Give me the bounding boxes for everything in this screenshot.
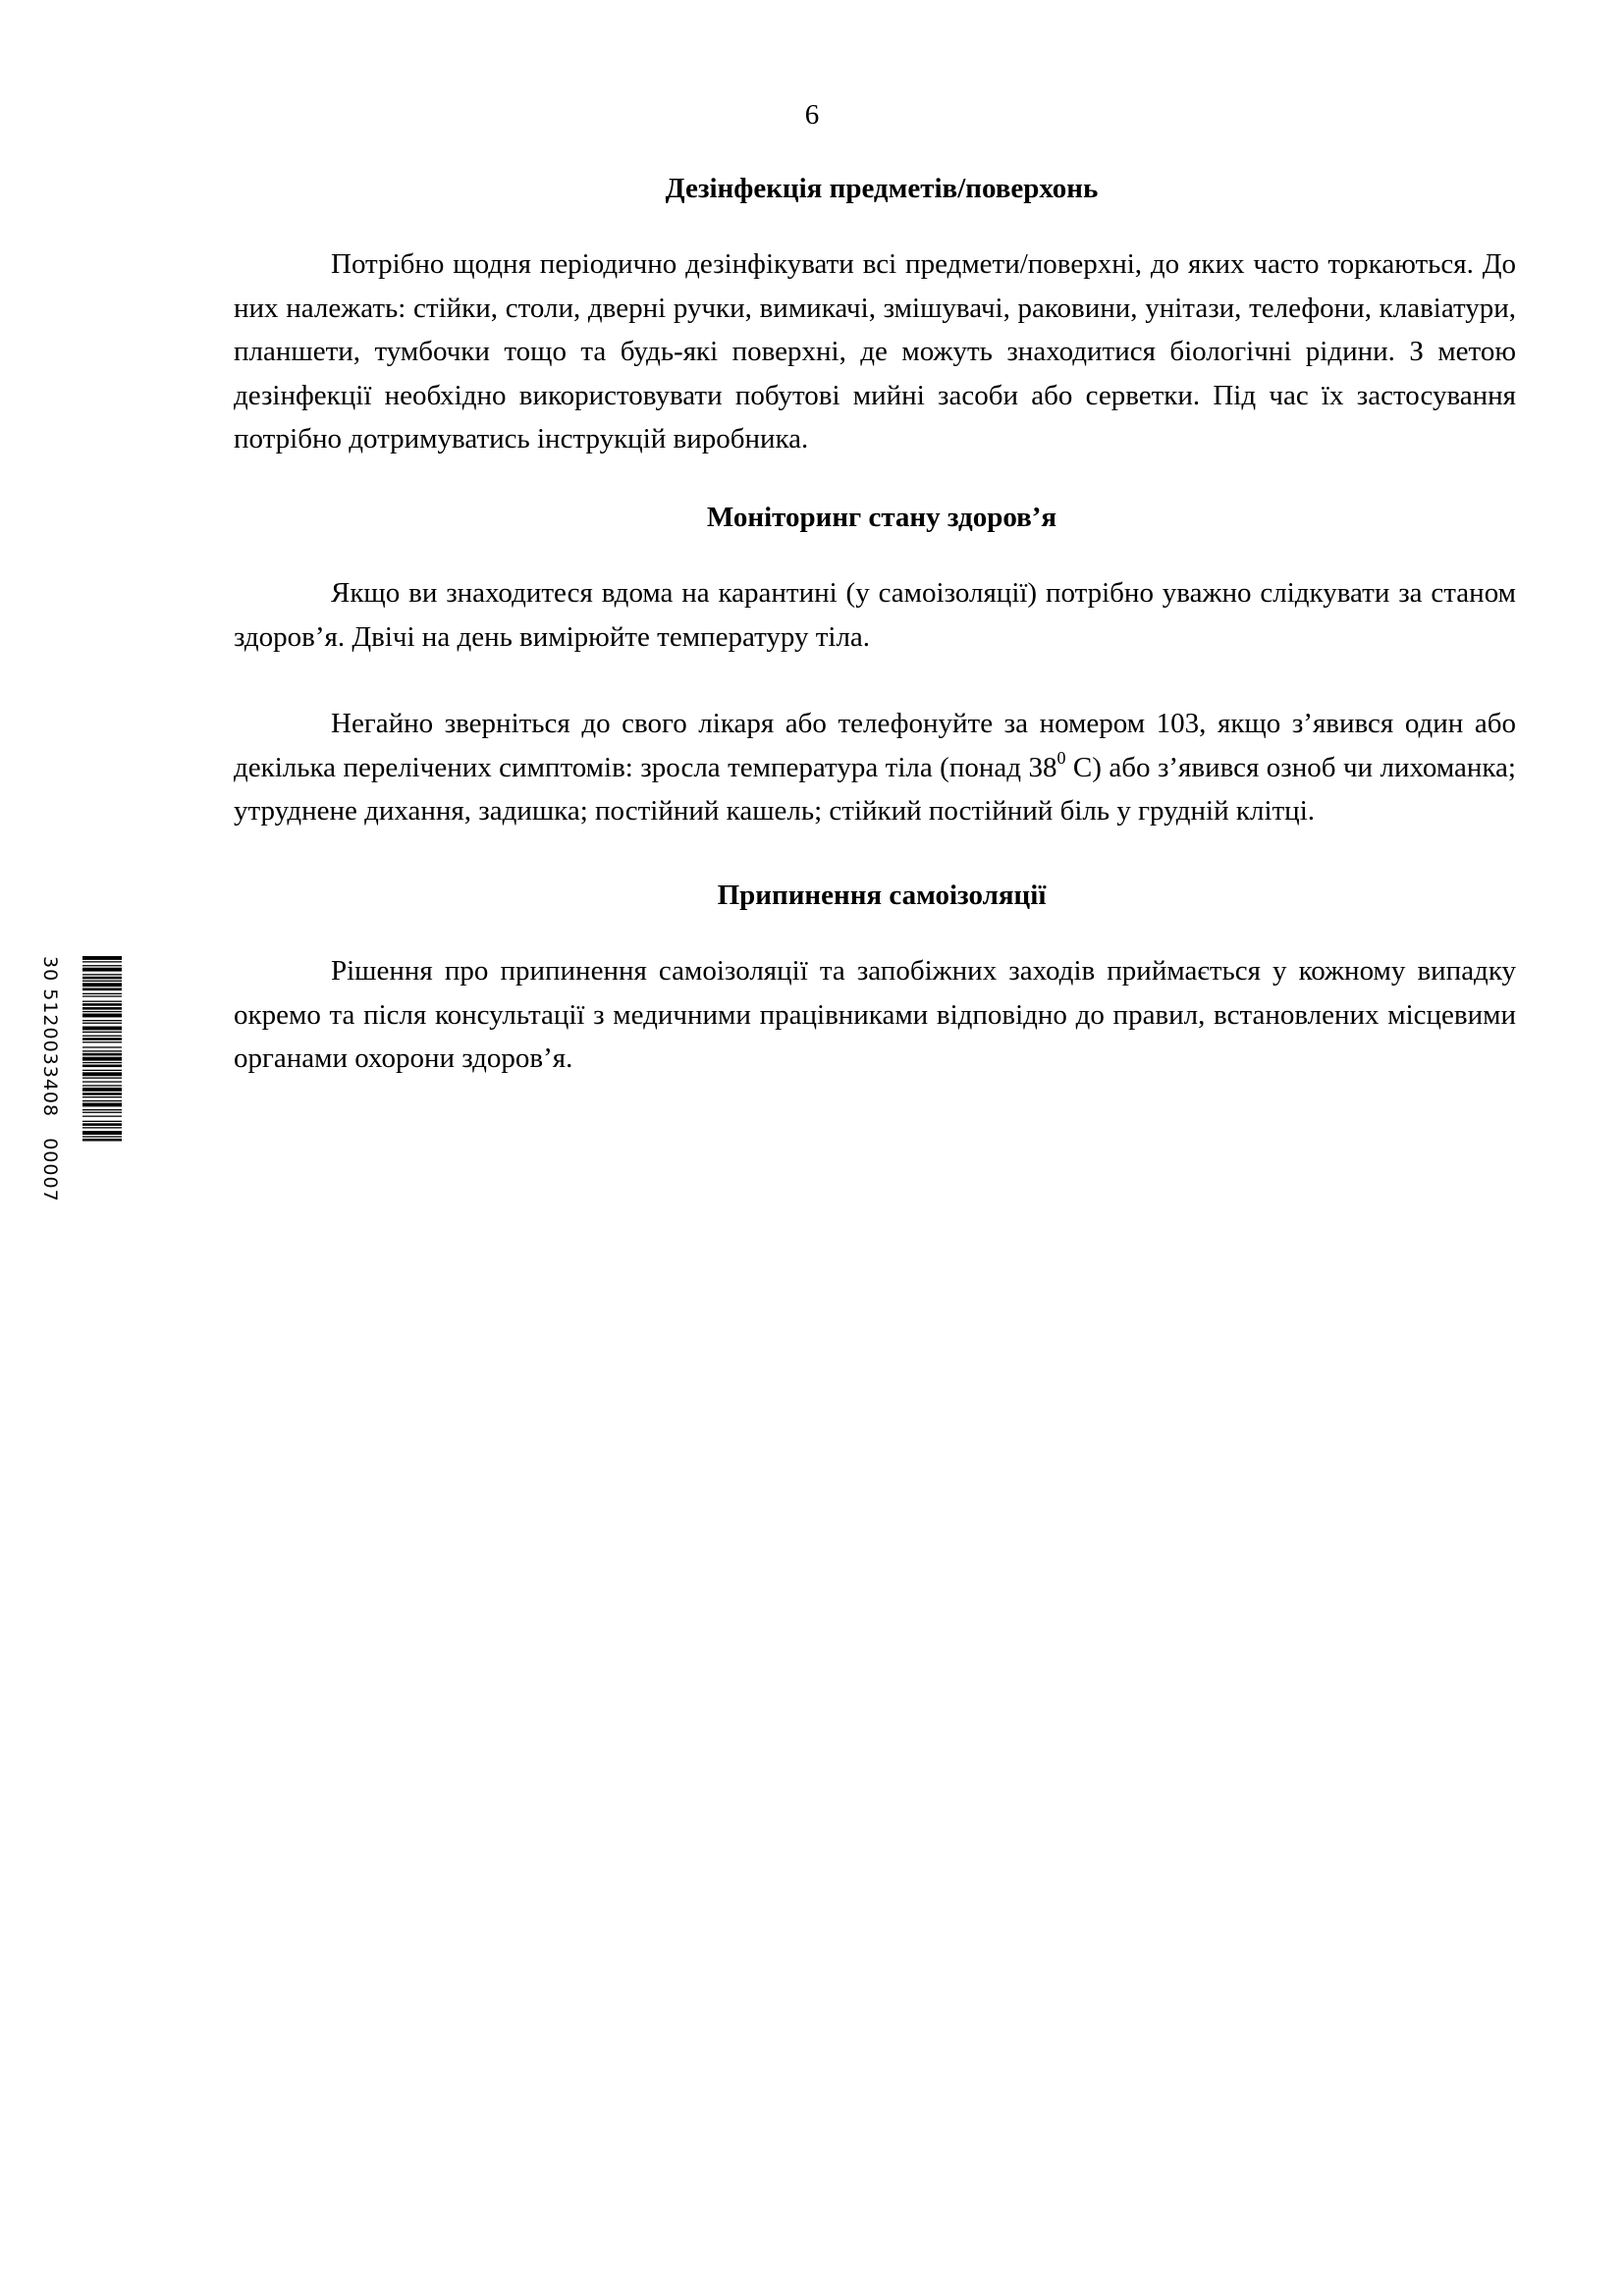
barcode-bar [82, 1093, 122, 1095]
barcode-bar [82, 1065, 122, 1068]
barcode-bar [82, 1085, 122, 1086]
barcode-bar [82, 1100, 122, 1101]
barcode-bar [82, 974, 122, 975]
barcode-bar [82, 1139, 122, 1142]
barcode-bar [82, 1053, 122, 1056]
barcode-bar [82, 1096, 122, 1097]
barcode-bar [82, 1014, 122, 1018]
barcode-bar [82, 1109, 122, 1110]
barcode-bar [82, 1072, 122, 1076]
barcode-bar [82, 1038, 122, 1041]
barcode-bar [82, 968, 122, 972]
section-heading-end-isolation: Припинення самоізоляції [717, 879, 1047, 911]
barcode-bar [82, 1062, 122, 1063]
barcode-bar [82, 1070, 122, 1071]
barcode-bar [82, 1032, 122, 1033]
barcode-bar [82, 988, 122, 991]
barcode-bar [82, 1131, 122, 1135]
barcode-bar [82, 1041, 122, 1042]
barcode-bar [82, 1123, 122, 1126]
symptoms-text-end: С) або з’явився озноб чи лихоманка; утруднене дихання, задишка; постійний кашель; стійкий постійний біль у грудній клітці. [234, 751, 1516, 828]
barcode-bar [82, 1003, 122, 1006]
barcode-bar [82, 1036, 122, 1037]
barcode-bar [82, 1088, 122, 1092]
barcode-bar [82, 1103, 122, 1107]
barcode-bar [82, 1027, 122, 1031]
barcode-bar [82, 1127, 122, 1128]
paragraph-disinfection: Потрібно щодня періодично дезінфікувати всі предмети/поверхні, до яких часто торкаються. До них належать: стійки, столи, дверні ручки, вимикачі, змішувачі, раковини, унітази, телефони, клавіатури, планшети, тумбочки тощо та будь-які поверхні, де можуть знаходитися біологічні рідини. З метою дезінфекції необхідно використовувати побутові мийні засоби або серветки. Під час їх застосування потрібно дотримуватись інструкцій виробника. [234, 248, 1516, 455]
section-heading-disinfection: Дезінфекція предметів/поверхонь [665, 173, 1099, 204]
section-heading-health-monitoring: Моніторинг стану здоров’я [706, 501, 1057, 533]
barcode-bar [82, 956, 122, 960]
barcode-bar [82, 1136, 122, 1137]
barcode-bar [82, 1007, 122, 1010]
barcode-bar [82, 1057, 122, 1061]
barcode-bar [82, 965, 122, 966]
barcode-bar [82, 1011, 122, 1012]
barcode-bar [82, 995, 122, 996]
barcode-bar [82, 1050, 122, 1051]
symptoms-text-start: Негайно зверніться до свого лікаря або телефонуйте за номером 103, якщо з’явився один або декілька перелічених симптомів: зросла температура тіла (понад 38 [234, 708, 1516, 783]
barcode-bar [82, 1020, 122, 1021]
document-body [234, 167, 1516, 1081]
paragraph-end-isolation: Рішення про припинення самоізоляції та запобіжних заходів приймається у кожному випадку окремо та після консультації з медичними працівниками відповідно до правил, встановлених місцевими органами охорони здоров’я. [234, 954, 1516, 1075]
barcode-bar [82, 1078, 122, 1079]
page-number: 6 [804, 99, 820, 131]
barcode-bar [82, 1023, 122, 1024]
barcode-bar [82, 993, 122, 994]
barcode-bar [82, 981, 122, 982]
barcode-bar [82, 983, 122, 987]
barcode-bar [82, 1121, 122, 1122]
paragraph-health-monitoring: Якщо ви знаходитеся вдома на карантині (у самоізоляції) потрібно уважно слідкувати за станом здоров’я. Двічі на день вимірюйте температуру тіла. [234, 576, 1516, 653]
barcode-bar [82, 1112, 122, 1113]
barcode-bar [82, 1046, 122, 1047]
temperature-degree-superscript: 0 [1056, 747, 1066, 768]
barcode-bar [82, 1001, 122, 1002]
barcode-number: 30 5120033408 00007 [39, 956, 61, 1202]
barcode-bar [82, 977, 122, 980]
barcode-bar [82, 1081, 122, 1082]
barcode-bar [82, 961, 122, 962]
barcode-bar [82, 1116, 122, 1117]
paragraph-symptoms [234, 702, 1516, 833]
